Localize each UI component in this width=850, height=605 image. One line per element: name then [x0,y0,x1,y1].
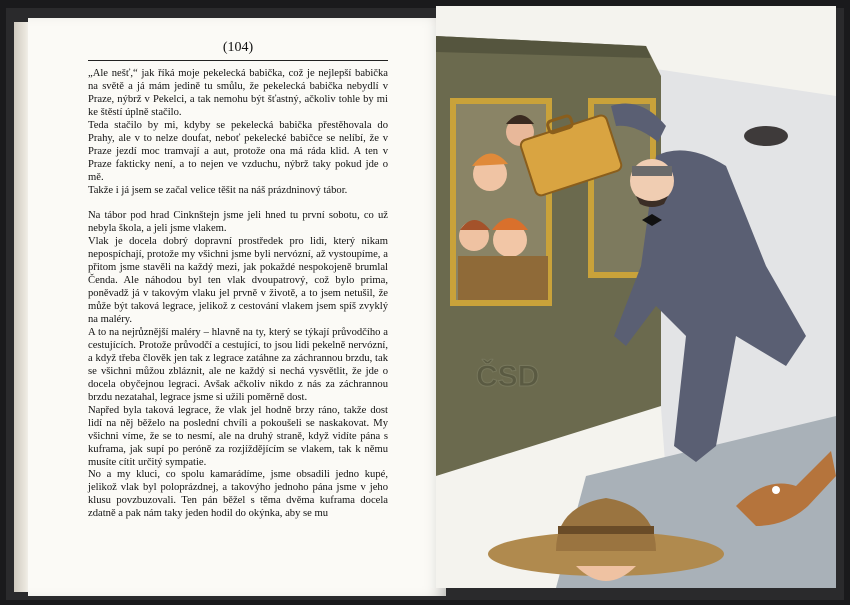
train-illustration [436,6,836,588]
paragraph: Teda stačilo by mi, kdyby se pekelecká babička přestěhovala do Prahy, ale v to nelze doufat, neboť pekelecké babičce se nelíbí, že v Praze jezdí moc tramvají a aut, protože ona má ráda klid. A ten v Praze fakticky není, a to nejen ve vzduchu, nýbrž taky pokud jde o mě. [88,119,388,183]
dog-eye [772,486,780,494]
straw-hat-band [558,526,654,534]
illustration-page [436,6,836,588]
paragraph: No a my kluci, co spolu kamarádíme, jsme obsadili jedno kupé, jelikož vlak byl poloprázdnej, a takovýho jednoho pána jsme v jeho klusu povzbuzovali. Ten pán běžel s těma dvěma kuframa docela zdatně a pak nám taky jeden hodil do okýnka, aby se mu [88,469,388,520]
paragraph: „Ale nešť,“ jak říká moje pekelecká babička, což je nejlepší babička na světě a já mám jedině tu smůlu, že pekelecká babička nebydlí v Praze, nýbrž v Pekelci, a tak nemohu být šťastný, ačkoliv tohle by mi ke štěstí úplně stačilo. [88,68,388,118]
header-rule [88,60,388,61]
paragraph: A to na nejrůznější maléry – hlavně na ty, který se týkají průvodčího a cestujících. Protože průvodčí a cestující, to jsou lidi pekelně nervózní, a když třeba člověk jen tak z legrace zatáhne za záchrannou brzdu, tak se všichni můžou zbláznit, ale ne každý si nechá vysvětlit, že jde o docela obyčejnou legraci. Avšak ačkoliv nikdo z nás za záchrannou brzdu nezatahal, legrace jsme si užili poměrně dost. [88,327,388,403]
car-lettering: ČSD [476,360,540,393]
man-glasses [632,166,672,176]
paragraph: Napřed byla taková legrace, že vlak jel hodně brzy ráno, takže dost lidí na něj běželo na poslední chvíli a pokoušeli se naskakovat. My všichni víme, že se to nesmí, ale na druhý straně, když vidíte pána s kuframa, jak supí po peróně za rozjíždějícím se vlakem, tak k němu musíte cítit určitý sympatie. [88,404,388,468]
flying-hat [744,126,788,146]
paragraph: Takže i já jsem se začal velice těšit na náš prázdninový tábor. [88,184,348,196]
page-number: (104) [222,40,254,55]
paragraph: Na tábor pod hrad Cinknštejn jsme jeli hned tu první sobotu, co už nebyla škola, a jeli jsme vlakem. [88,210,388,235]
boy-shirts [458,256,548,300]
body-text [88,68,388,521]
paragraph: Vlak je docela dobrý dopravní prostředek pro lidi, který nikam nepospíchají, protože my všichni jsme byli nervózní, až vystoupíme, a přitom jsme stavěli na každý mezi, jak pokaždé nespokojeně brumlal Čenda. Ale náhodou byl ten vlak dvoupatrový, což bylo prima, poněvadž já v takovým vlaku jel prvně v životě, a to jsem netušil, že může být taková legrace, jelikož z cestování vlakem jsem spíš zvyklý na maléry. [88,236,388,326]
paragraph-gap [88,198,388,211]
